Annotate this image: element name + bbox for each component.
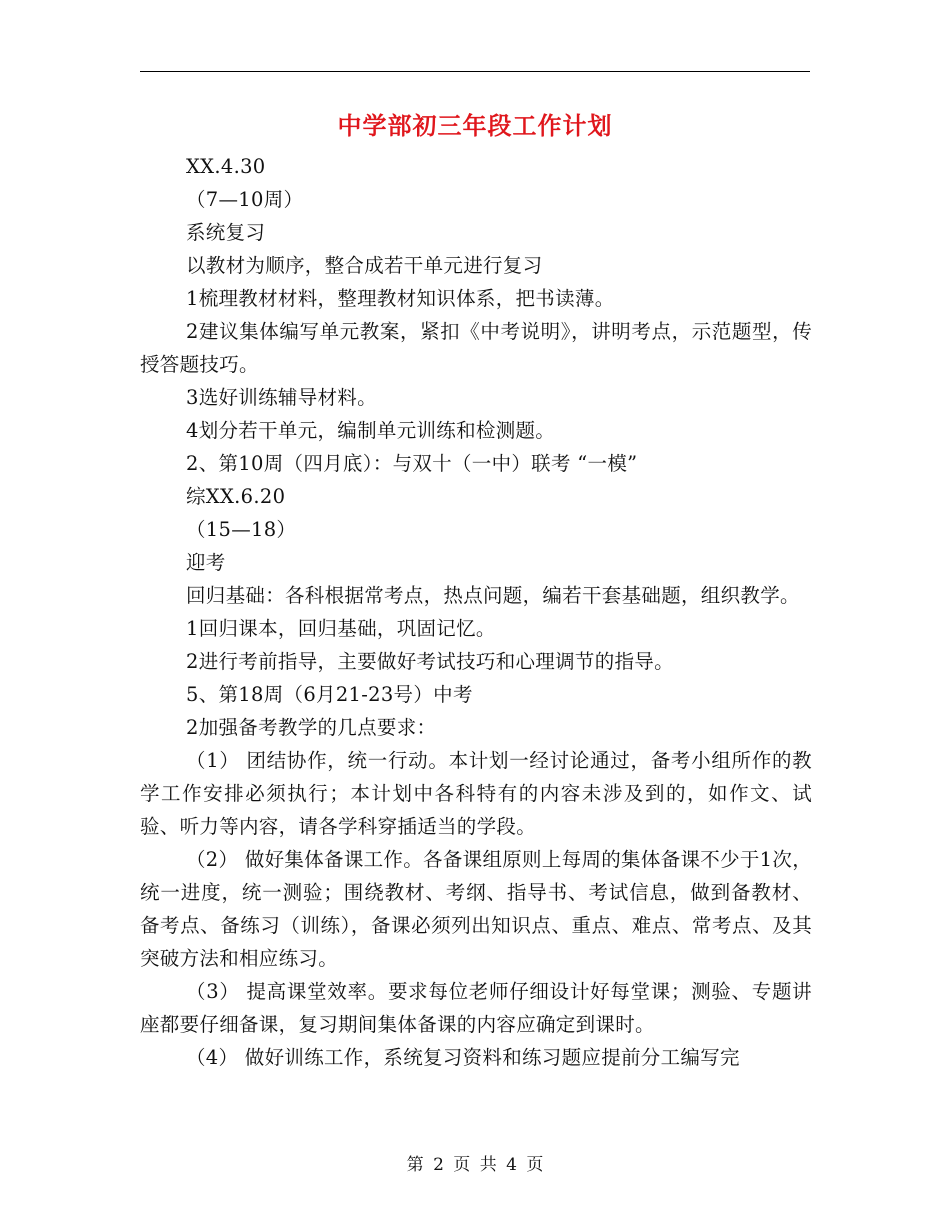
paragraph: 1回归课本，回归基础，巩固记忆。 bbox=[186, 617, 496, 640]
paragraph-section-exam-prep: 迎考 bbox=[186, 551, 226, 574]
paragraph: （15—18） bbox=[186, 518, 297, 541]
paragraph-date: XX.4.30 bbox=[186, 155, 266, 178]
document-body bbox=[140, 150, 812, 1074]
paragraph: （1） 团结协作，统一行动。本计划一经讨论通过，备考小组所作的教学工作安排必须执行；本计划中各科特有的内容未涉及到的，如作文、试验、听力等内容，请各学科穿插适当的学段。 bbox=[140, 749, 812, 838]
paragraph: （2） 做好集体备课工作。各备课组原则上每周的集体备课不少于1次，统一进度，统一测验；围绕教材、考纲、指导书、考试信息，做到备教材、备考点、备练习（训练），备课必须列出知识点、重点、难点、常考点、及其突破方法和相应练习。 bbox=[140, 848, 812, 970]
document-title: 中学部初三年段工作计划 bbox=[337, 111, 613, 140]
paragraph: 5、第18周（6月21-23号）中考 bbox=[186, 683, 473, 706]
paragraph: 回归基础：各科根据常考点，热点问题，编若干套基础题，组织教学。 bbox=[186, 584, 800, 607]
paragraph: 综XX.6.20 bbox=[186, 485, 286, 508]
paragraph: 2加强备考教学的几点要求： bbox=[186, 716, 437, 739]
paragraph: 1梳理教材材料，整理教材知识体系，把书读薄。 bbox=[186, 287, 615, 310]
paragraph: 2进行考前指导，主要做好考试技巧和心理调节的指导。 bbox=[186, 650, 674, 673]
header-rule bbox=[140, 71, 810, 72]
paragraph-section-review: 系统复习 bbox=[186, 221, 266, 244]
paragraph: 2、第10周（四月底）：与双十（一中）联考 “一模” bbox=[186, 452, 638, 475]
paragraph: 2建议集体编写单元教案，紧扣《中考说明》，讲明考点，示范题型，传授答题技巧。 bbox=[140, 320, 812, 376]
paragraph: 4划分若干单元，编制单元训练和检测题。 bbox=[186, 419, 556, 442]
page-footer: 第 2 页 共 4 页 bbox=[406, 1155, 544, 1175]
paragraph: 以教材为顺序，整合成若干单元进行复习 bbox=[186, 254, 543, 277]
paragraph: 3选好训练辅导材料。 bbox=[186, 386, 377, 409]
paragraph: （3） 提高课堂效率。要求每位老师仔细设计好每堂课；测验、专题讲座都要仔细备课，复习期间集体备课的内容应确定到课时。 bbox=[140, 980, 812, 1036]
paragraph-weeks-range: （7—10周） bbox=[186, 188, 304, 211]
paragraph: （4） 做好训练工作，系统复习资料和练习题应提前分工编写完 bbox=[186, 1046, 740, 1069]
